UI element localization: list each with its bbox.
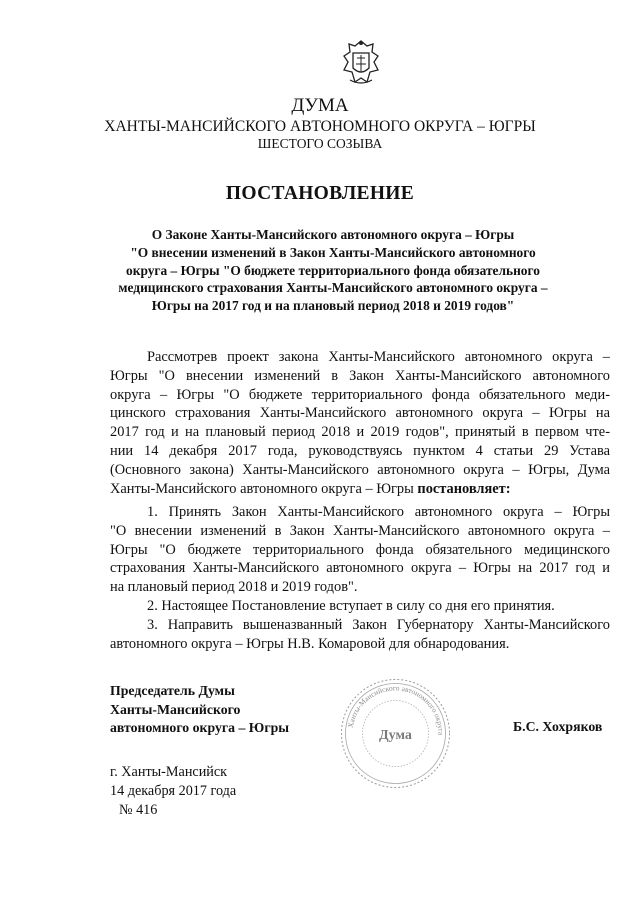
preamble-last-line (110, 480, 610, 499)
signatory-name: Б.С. Хохряков (513, 719, 603, 734)
seal-center-text: Дума (379, 728, 412, 743)
preamble-line: Рассмотрев проект закона Ханты-Мансийского автономного округа – (147, 349, 610, 365)
convocation-line: ШЕСТОГО СОЗЫВА (257, 136, 383, 151)
resolves-keyword: постановляет: (417, 480, 511, 497)
item1-line: "О внесении изменений в Закон Ханты-Мансийского автономного округа – (110, 522, 610, 539)
document-subject (118, 226, 548, 315)
preamble-line: нии 14 декабря 2017 года, руководствуясь пунктом 4 статьи 29 Устава (110, 442, 610, 459)
position-line: Председатель Думы (110, 683, 235, 698)
subject-line: О Законе Ханты-Мансийского автономного округа – Югры (151, 227, 515, 242)
item1-line: страхования Ханты-Мансийского автономного округа – Югры на 2017 год и (110, 560, 610, 577)
preamble-paragraph (110, 348, 610, 498)
document-type-title: ПОСТАНОВЛЕНИЕ (225, 183, 415, 204)
seal-ring-text: Ханты-Мансийского автономного округа (345, 683, 446, 736)
coat-of-arms-emblem (340, 38, 382, 88)
place-date-number (110, 763, 236, 820)
preamble-line: Ханты-Мансийского автономного округа – Югры (110, 480, 414, 497)
position-line: Ханты-Мансийского (110, 701, 241, 717)
subject-line: Югры на 2017 год и на плановый период 2018 и 2019 годов" (151, 298, 515, 314)
preamble-line: цинского страхования Ханты-Мансийского автономного округа – Югры на (110, 405, 610, 422)
preamble-line: (Основного закона) Ханты-Мансийского автономного округа – Югры, Дума (110, 461, 610, 478)
date: 14 декабря 2017 года (110, 783, 237, 799)
preamble-line: округа – Югры "О бюджете территориального фонда обязательного меди- (110, 386, 610, 403)
item1-line: 1. Принять Закон Ханты-Мансийского автономного округа – Югры (147, 504, 610, 520)
org-name-line2: ХАНТЫ-МАНСИЙСКОГО АВТОНОМНОГО ОКРУГА – ЮГРЫ (104, 118, 536, 135)
document-number: № 416 (119, 802, 158, 818)
item1-line: на плановый период 2018 и 2019 годов". (110, 579, 358, 596)
preamble-line: Югры "О внесении изменений в Закон Ханты-Мансийского автономного (110, 367, 610, 384)
subject-line: "О внесении изменений в Закон Ханты-Мансийского автономного (130, 244, 536, 260)
item1-line: Югры "О бюджете территориального фонда обязательного медицинского (110, 541, 610, 558)
signatory-position (110, 682, 289, 738)
item3-line: 3. Направить вышеназванный Закон Губернатору Ханты-Мансийского (147, 616, 610, 633)
resolution-items (110, 503, 610, 653)
official-seal (338, 676, 453, 791)
org-name-line1: ДУМА (291, 95, 349, 116)
coat-of-arms-icon (340, 38, 382, 88)
position-line: автономного округа – Югры (110, 720, 290, 735)
city: г. Ханты-Мансийск (110, 764, 228, 780)
item2-line: 2. Настоящее Постановление вступает в силу со дня его принятия. (147, 597, 555, 614)
item3-line: автономного округа – Югры Н.В. Комаровой для обнародования. (110, 635, 510, 652)
subject-line: округа – Югры "О бюджете территориального фонда обязательного (126, 262, 540, 278)
preamble-line: 2017 год и на плановый период 2018 и 2019 годов", принятый в первом чте- (110, 424, 610, 441)
subject-line: медицинского страхования Ханты-Мансийского автономного округа – (118, 280, 548, 296)
